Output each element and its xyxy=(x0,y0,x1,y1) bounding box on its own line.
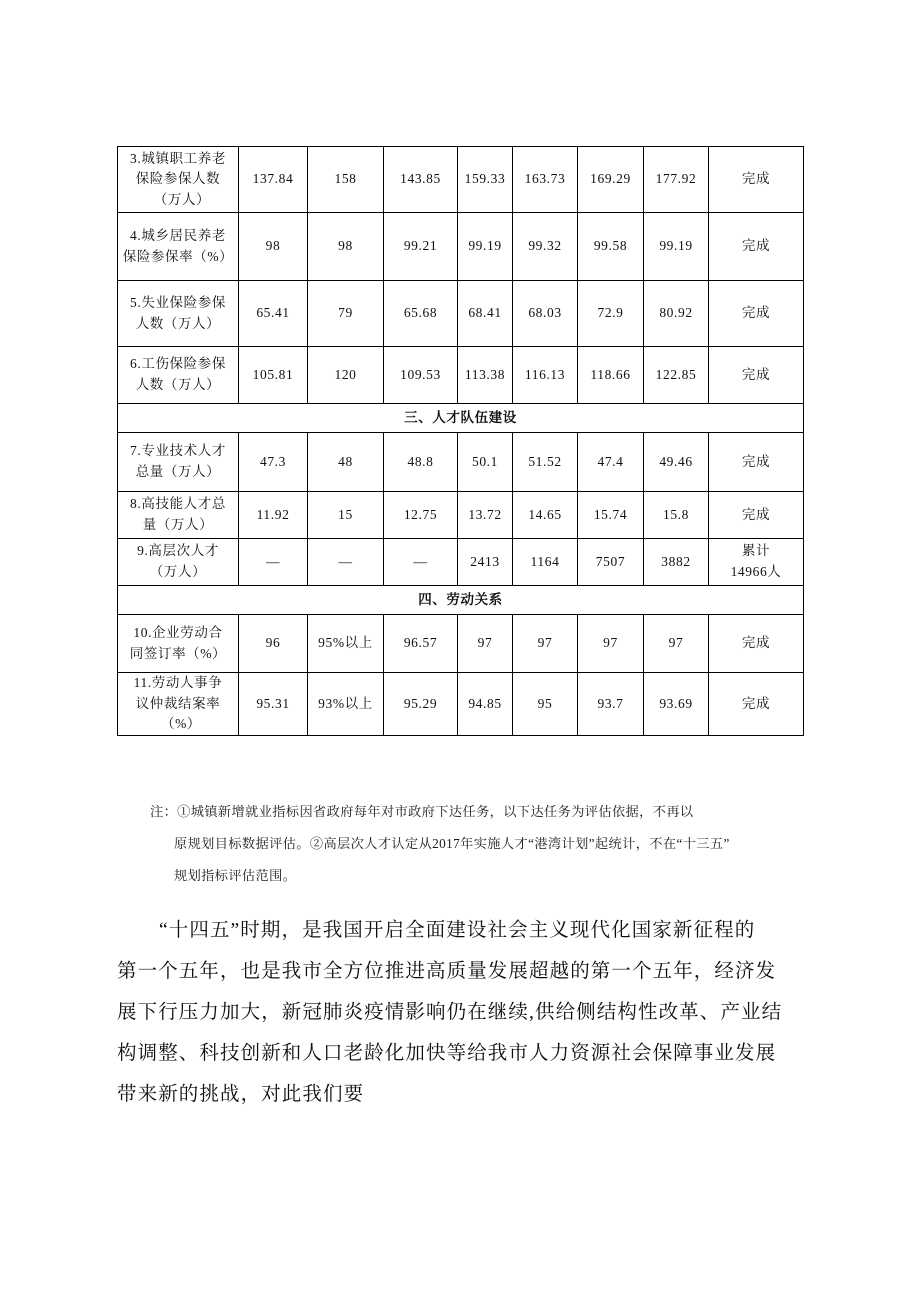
row-label xyxy=(118,615,239,673)
row-label-line: 11.劳动人事争 xyxy=(133,675,223,690)
cell-value: 158 xyxy=(308,147,384,213)
table-row xyxy=(118,615,804,673)
cell-value: 163.73 xyxy=(513,147,578,213)
cell-value: 95.29 xyxy=(384,673,458,736)
row-label xyxy=(118,539,239,586)
status-line: 累计 xyxy=(741,543,771,559)
row-label-line: 10.企业劳动合 xyxy=(133,624,223,640)
cell-value: 99.21 xyxy=(384,213,458,281)
cell-value: — xyxy=(239,539,308,586)
cell-value: 12.75 xyxy=(384,492,458,539)
cell-value: 95 xyxy=(513,673,578,736)
cell-value: 3882 xyxy=(644,539,709,586)
table-row xyxy=(118,539,804,586)
status-cell: 完成 xyxy=(709,673,804,736)
row-label-line: 3.城镇职工养老 xyxy=(130,150,226,166)
statistics-table-container xyxy=(117,146,803,736)
cell-value: 7507 xyxy=(578,539,644,586)
cell-value: 96.57 xyxy=(384,615,458,673)
cell-value: 50.1 xyxy=(458,433,513,492)
row-label xyxy=(118,147,239,213)
cell-value: 11.92 xyxy=(239,492,308,539)
table-section-row xyxy=(118,586,804,615)
cell-value: 96 xyxy=(239,615,308,673)
cell-value: 116.13 xyxy=(513,347,578,404)
row-label-line: （万人） xyxy=(153,191,211,207)
cell-value: 159.33 xyxy=(458,147,513,213)
paragraph-line: 展下行压力加大，新冠肺炎疫情影响仍在继续,供给侧结构性改革、产业结 xyxy=(117,1002,783,1023)
footnote-line: 原规划目标数据评估。②高层次人才认定从2017年实施人才“港湾计划”起统计，不在“十三五” xyxy=(174,836,730,851)
table-section-row xyxy=(118,404,804,433)
row-label-line: 议仲裁结案率 xyxy=(135,695,221,711)
row-label-line: 量（万人） xyxy=(142,517,214,532)
row-label-line: 人数（万人） xyxy=(135,377,221,392)
cell-value: 51.52 xyxy=(513,433,578,492)
row-label xyxy=(118,281,239,347)
row-label-line: 9.高层次人才 xyxy=(137,543,219,559)
cell-value: 99.32 xyxy=(513,213,578,281)
table-body xyxy=(118,147,804,736)
table-row xyxy=(118,213,804,281)
paragraph-line: 构调整、科技创新和人口老龄化加快等给我市人力资源社会保障事业发展 xyxy=(117,1043,777,1064)
row-label-line: 总量（万人） xyxy=(135,464,221,479)
cell-value: — xyxy=(308,539,384,586)
status-cell: 完成 xyxy=(709,615,804,673)
cell-value: 97 xyxy=(458,615,513,673)
cell-value: 65.68 xyxy=(384,281,458,347)
cell-value: — xyxy=(384,539,458,586)
cell-value: 113.38 xyxy=(458,347,513,404)
cell-value: 177.92 xyxy=(644,147,709,213)
cell-value: 109.53 xyxy=(384,347,458,404)
section-header: 三、人才队伍建设 xyxy=(118,404,804,433)
row-label-line: 4.城乡居民养老 xyxy=(130,227,226,243)
cell-value: 48.8 xyxy=(384,433,458,492)
status-cell: 完成 xyxy=(709,492,804,539)
cell-value: 99.58 xyxy=(578,213,644,281)
cell-value: 14.65 xyxy=(513,492,578,539)
cell-value: 143.85 xyxy=(384,147,458,213)
footnote-line: 规划指标评估范围。 xyxy=(174,868,297,883)
section-header: 四、劳动关系 xyxy=(118,586,804,615)
cell-value: 79 xyxy=(308,281,384,347)
row-label-line: 保险参保人数 xyxy=(135,171,221,187)
cell-value: 94.85 xyxy=(458,673,513,736)
status-cell: 完成 xyxy=(709,433,804,492)
paragraph-line: 带来新的挑战，对此我们要 xyxy=(117,1084,365,1105)
cell-value: 93.69 xyxy=(644,673,709,736)
cell-value: 80.92 xyxy=(644,281,709,347)
row-label-line: （万人） xyxy=(149,564,207,579)
status-cell: 完成 xyxy=(709,347,804,404)
cell-value: 72.9 xyxy=(578,281,644,347)
cell-value: 47.4 xyxy=(578,433,644,492)
row-label-line: 5.失业保险参保 xyxy=(130,294,226,310)
row-label xyxy=(118,673,239,736)
row-label-line: 保险参保率（%） xyxy=(122,248,234,264)
body-paragraph xyxy=(117,910,817,1115)
status-cell xyxy=(709,539,804,586)
row-label xyxy=(118,347,239,404)
cell-value: 169.29 xyxy=(578,147,644,213)
table-row xyxy=(118,673,804,736)
cell-value: 2413 xyxy=(458,539,513,586)
row-label-line: 人数（万人） xyxy=(135,315,221,331)
cell-value: 15.8 xyxy=(644,492,709,539)
paragraph-line: 第一个五年，也是我市全方位推进高质量发展超越的第一个五年，经济发 xyxy=(117,961,777,982)
table-row xyxy=(118,281,804,347)
cell-value: 137.84 xyxy=(239,147,308,213)
table-row xyxy=(118,492,804,539)
cell-value: 48 xyxy=(308,433,384,492)
cell-value: 99.19 xyxy=(458,213,513,281)
cell-value: 49.46 xyxy=(644,433,709,492)
cell-value: 68.03 xyxy=(513,281,578,347)
cell-value: 68.41 xyxy=(458,281,513,347)
cell-value: 95.31 xyxy=(239,673,308,736)
footnote-line: 注：①城镇新增就业指标因省政府每年对市政府下达任务，以下达任务为评估依据，不再以 xyxy=(150,804,694,819)
cell-value: 15.74 xyxy=(578,492,644,539)
cell-value: 95%以上 xyxy=(308,615,384,673)
cell-value: 93.7 xyxy=(578,673,644,736)
row-label-line: （%） xyxy=(160,716,202,732)
cell-value: 65.41 xyxy=(239,281,308,347)
row-label xyxy=(118,433,239,492)
cell-value: 93%以上 xyxy=(308,673,384,736)
cell-value: 1164 xyxy=(513,539,578,586)
table-row xyxy=(118,347,804,404)
row-label xyxy=(118,213,239,281)
table-row xyxy=(118,147,804,213)
row-label xyxy=(118,492,239,539)
cell-value: 118.66 xyxy=(578,347,644,404)
row-label-line: 7.专业技术人才 xyxy=(130,443,226,459)
status-cell: 完成 xyxy=(709,147,804,213)
row-label-line: 8.高技能人才总 xyxy=(130,496,226,512)
cell-value: 97 xyxy=(578,615,644,673)
paragraph-line: “十四五”时期，是我国开启全面建设社会主义现代化国家新征程的 xyxy=(159,920,756,941)
cell-value: 120 xyxy=(308,347,384,404)
table-row xyxy=(118,433,804,492)
status-cell: 完成 xyxy=(709,281,804,347)
cell-value: 47.3 xyxy=(239,433,308,492)
cell-value: 98 xyxy=(308,213,384,281)
cell-value: 99.19 xyxy=(644,213,709,281)
row-label-line: 6.工伤保险参保 xyxy=(130,356,226,372)
row-label-line: 同签订率（%） xyxy=(129,645,227,661)
cell-value: 122.85 xyxy=(644,347,709,404)
statistics-table xyxy=(117,146,804,736)
cell-value: 97 xyxy=(644,615,709,673)
status-line: 14966人 xyxy=(730,564,782,579)
cell-value: 97 xyxy=(513,615,578,673)
status-cell: 完成 xyxy=(709,213,804,281)
cell-value: 105.81 xyxy=(239,347,308,404)
cell-value: 13.72 xyxy=(458,492,513,539)
table-footnotes xyxy=(150,796,826,892)
cell-value: 98 xyxy=(239,213,308,281)
cell-value: 15 xyxy=(308,492,384,539)
